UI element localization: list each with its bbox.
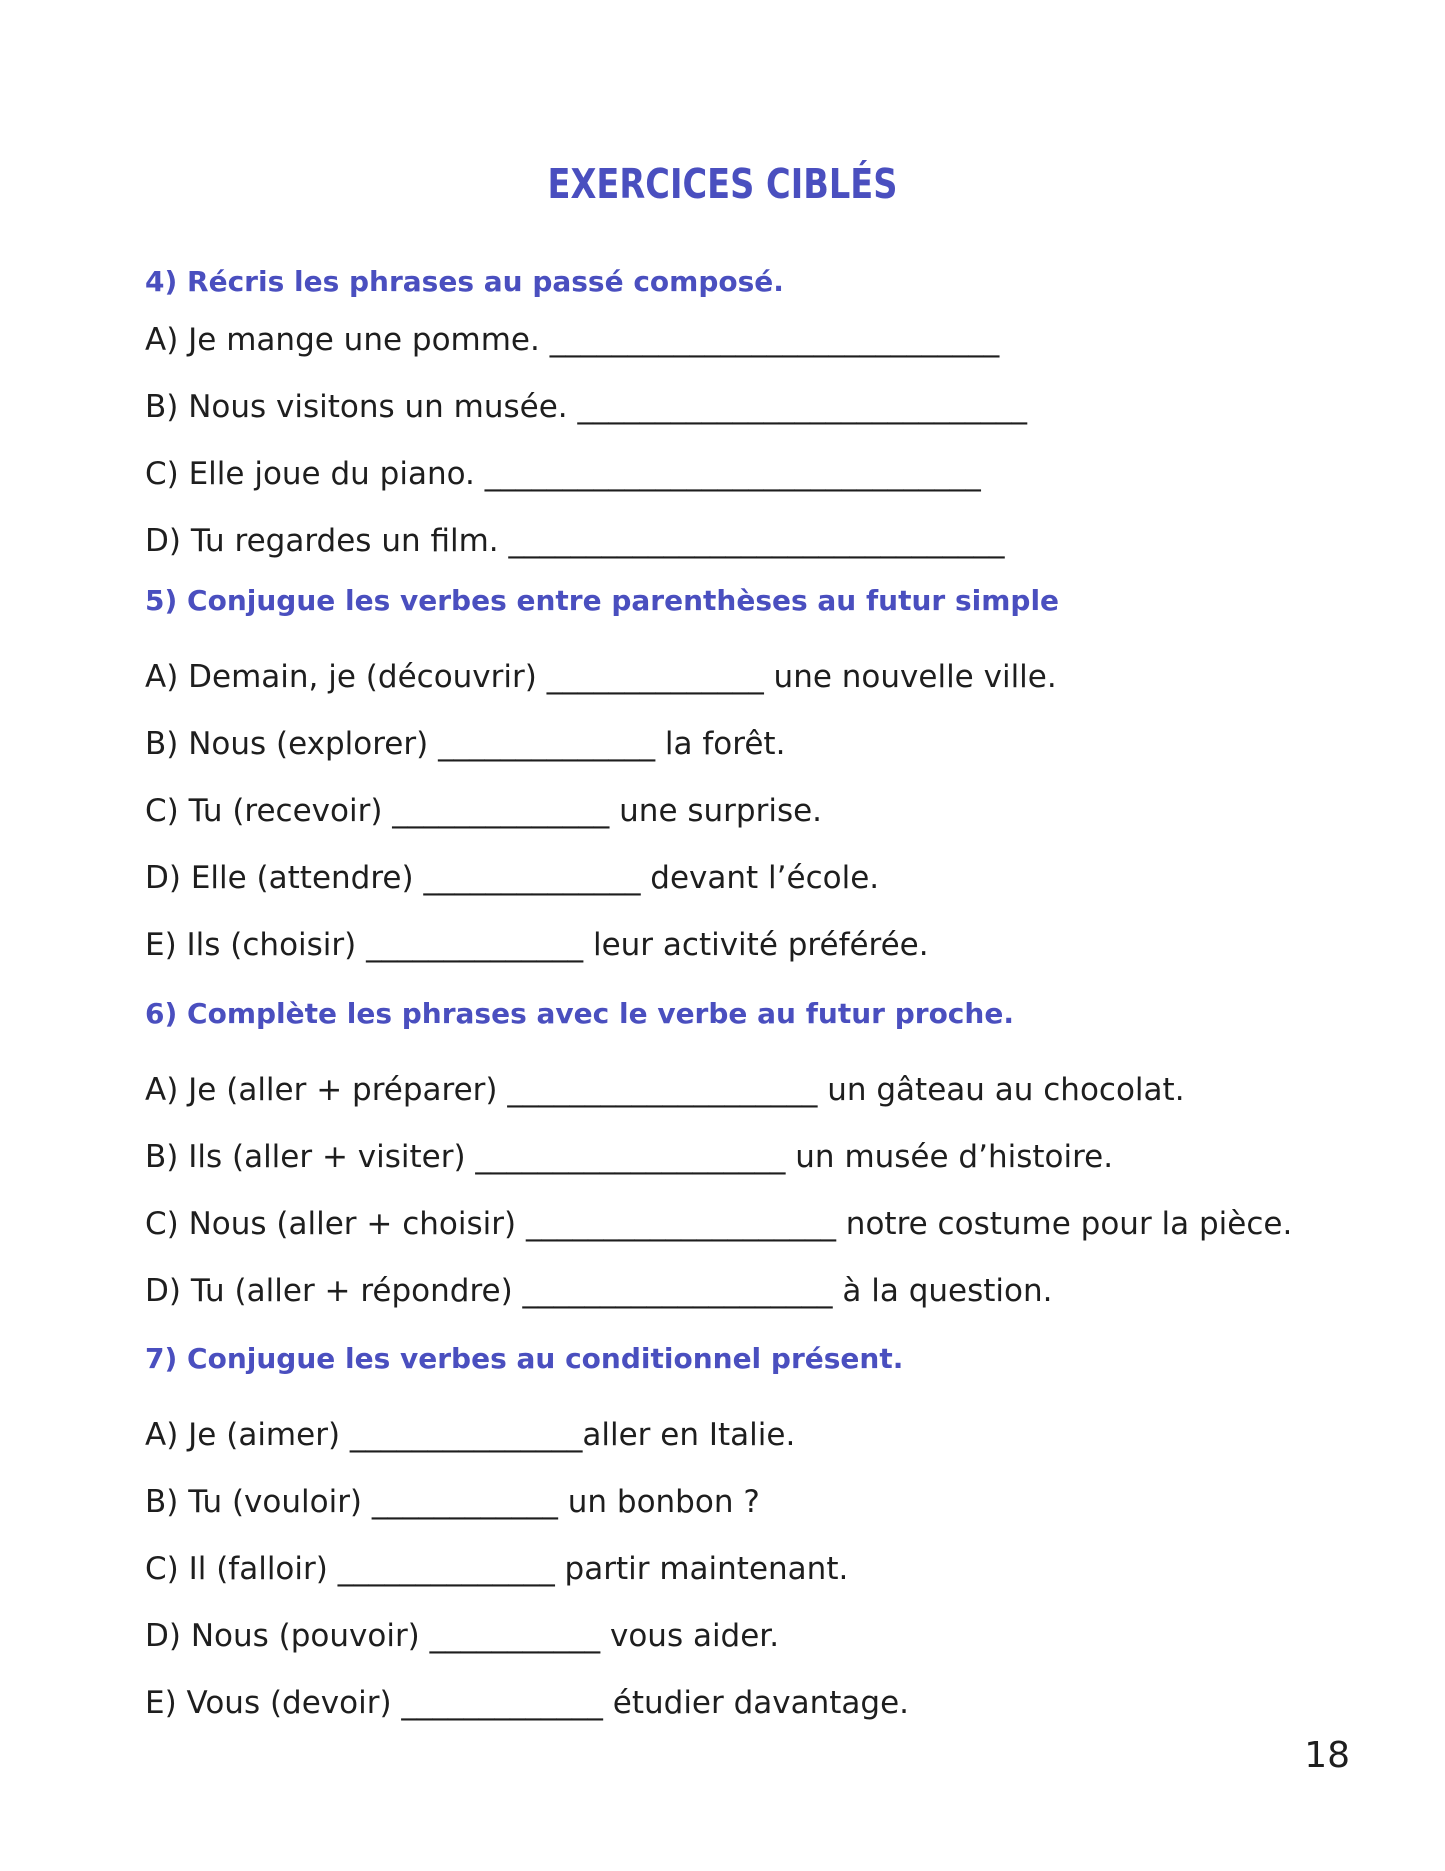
exercise-line: B) Nous (explorer) ______________ la forêt. [145,726,786,762]
page-title: EXERCICES CIBLÉS [547,160,898,208]
exercise-line: A) Je mange une pomme. _____________________________ [145,322,1000,358]
exercise-line: B) Ils (aller + visiter) ____________________ un musée d’histoire. [145,1139,1114,1175]
exercise-line: C) Elle joue du piano. ________________________________ [145,456,981,492]
exercise-line: D) Elle (attendre) ______________ devant l’école. [145,860,880,896]
section-6-heading: 6) Complète les phrases avec le verbe au futur proche. [145,997,1014,1030]
exercise-line: A) Je (aimer) _______________aller en Italie. [145,1417,796,1453]
exercise-line: D) Tu (aller + répondre) ____________________ à la question. [145,1273,1053,1309]
exercise-line: A) Je (aller + préparer) ____________________ un gâteau au chocolat. [145,1072,1185,1108]
exercise-line: A) Demain, je (découvrir) ______________ une nouvelle ville. [145,659,1057,695]
exercise-line: D) Nous (pouvoir) ___________ vous aider. [145,1618,780,1654]
exercise-line: B) Nous visitons un musée. _____________________________ [145,389,1028,425]
exercise-line: D) Tu regardes un film. ________________________________ [145,523,1005,559]
page-number: 18 [1304,1735,1350,1776]
exercise-line: B) Tu (vouloir) ____________ un bonbon ? [145,1484,760,1520]
section-5-heading: 5) Conjugue les verbes entre parenthèses au futur simple [145,584,1060,617]
exercise-line: C) Tu (recevoir) ______________ une surprise. [145,793,823,829]
exercise-line: E) Vous (devoir) _____________ étudier davantage. [145,1685,910,1721]
exercise-line: C) Il (falloir) ______________ partir maintenant. [145,1551,849,1587]
section-4-heading: 4) Récris les phrases au passé composé. [145,265,784,298]
exercise-line: E) Ils (choisir) ______________ leur activité préférée. [145,927,929,963]
section-7-heading: 7) Conjugue les verbes au conditionnel présent. [145,1342,904,1375]
exercise-line: C) Nous (aller + choisir) ____________________ notre costume pour la pièce. [145,1206,1293,1242]
